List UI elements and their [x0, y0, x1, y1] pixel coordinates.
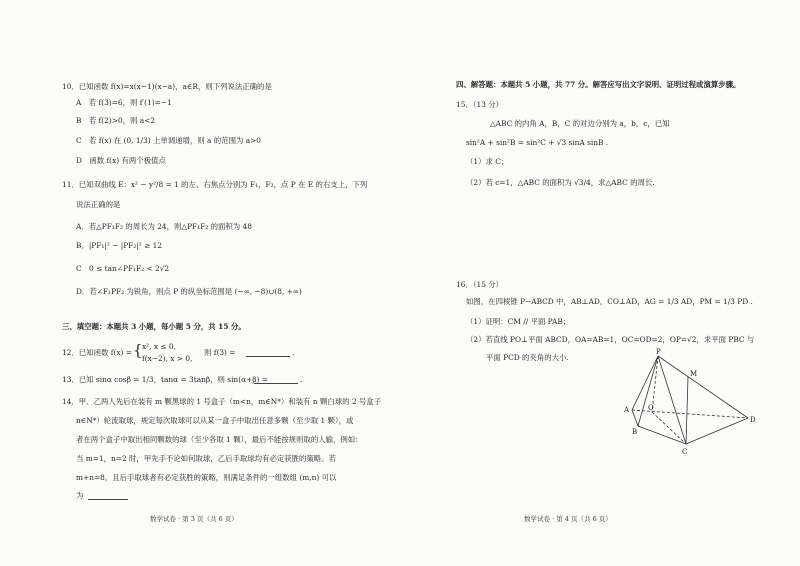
q11-stem: 11．已知双曲线 E：x² − y²/8 = 1 的左、右焦点分别为 F₁，F₂，点 P 在 E 的右支上，下列	[62, 180, 368, 189]
q16-line-1: 如图，在四棱锥 P−ABCD 中，AB⊥AD，CO⊥AD，AG = 1/3 AD，PM = 1/3 PD .	[466, 297, 753, 306]
page-4-footer: 数学试卷 · 第 4 页（共 6 页）	[524, 515, 612, 523]
q10-stem: 10．已知函数 f(x)=x(x−1)(x−a)，a∈R，则下列说法正确的是	[62, 82, 272, 91]
q14-line: m+n=8，且后手取球者有必定获胜的策略，则满足条件的一组数组 (m,n) 可以	[76, 473, 337, 482]
q15-part-1: （1）求 C；	[466, 157, 509, 166]
q12-answer-blank[interactable]	[246, 349, 290, 357]
page-3-footer: 数学试卷 · 第 3 页（共 6 页）	[150, 515, 238, 523]
q15-line-1: △ABC 的内角 A，B，C 的对边分别为 a，b，c，已知	[490, 119, 670, 128]
q14-answer-blank[interactable]	[88, 492, 128, 500]
q14-line: 当 m=1，n=2 时，甲先手不论如何取球，乙后手取球均有必定获胜的策略。若	[76, 454, 336, 463]
q10-option-b: B 若 f(2)>0，则 a<2	[76, 116, 156, 125]
q14-line: 为	[76, 491, 84, 500]
q15-part-2: （2）若 c=1，△ABC 的面积为 √3/4，求△ABC 的周长.	[466, 178, 655, 187]
q15-line-2: sin²A + sin²B = sin²C + √3 sinA sinB .	[466, 138, 609, 147]
q12-case-1: x², x ≤ 0,	[142, 342, 176, 351]
q16-part-2: （2）若直线 PO⊥平面 ABCD，OA=AB=1，OC=OD=2，OP=√2，求平面 PBC 与	[466, 335, 755, 344]
section-4-heading: 四、解答题：本题共 5 小题，共 77 分。解答应写出文字说明、证明过程或演算步骤。	[456, 80, 741, 89]
q16-number: 16．（15 分）	[456, 280, 504, 289]
brace-icon: {	[133, 341, 143, 359]
q13-answer-blank[interactable]	[254, 376, 298, 384]
q12-case-2: f(x−2), x > 0,	[142, 354, 193, 363]
q10-option-a: A 若 f(3)=6，则 f′(1)=−1	[76, 98, 172, 107]
q16-part-1: （1）证明：CM // 平面 PAB；	[466, 317, 571, 326]
label-M: M	[690, 370, 698, 378]
q11-option-b: B．|PF₁|² − |PF₂|² ≥ 12	[76, 241, 163, 250]
label-C: C	[682, 448, 688, 456]
q11-stem-cont: 说法正确的是	[76, 200, 121, 209]
q14-line: n∈N*）轮流取球，规定每次取球可以从某一盒子中取出任意多颗（至少取 1 颗），或	[76, 416, 354, 425]
pyramid-figure	[590, 346, 770, 458]
q11-option-a: A．若△PF₁F₂ 的周长为 24，则△PF₁F₂ 的面积为 48	[76, 222, 252, 231]
q14-line: 14．甲、乙两人先后在装有 m 颗黑球的 1 号盒子（m<n，m∈N*）和装有 n 颗白球的 2 号盒子	[62, 397, 382, 406]
q12-end: .	[292, 348, 295, 357]
q12-lead: 12．已知函数 f(x) =	[62, 348, 132, 357]
q14-line: 者在两个盒子中取出相同颗数的球（至少各取 1 颗），最后不能按规则取的人输，例如：	[76, 435, 363, 444]
label-P: P	[656, 348, 661, 356]
label-D: D	[750, 416, 756, 424]
page-4	[410, 0, 800, 566]
label-B: B	[632, 428, 638, 436]
q16-part-3: 平面 PCD 的夹角的大小.	[486, 353, 569, 362]
q15-number: 15．（13 分）	[456, 100, 504, 109]
q12-tail: 则 f(3) =	[204, 348, 236, 357]
q13-end: .	[300, 375, 303, 384]
q11-option-c: C 0 ≤ tan∠PF₁F₂ < 2√2	[76, 264, 170, 273]
label-A: A	[624, 406, 630, 414]
q10-option-d: D 函数 f(x) 有两个极值点	[76, 156, 166, 165]
section-3-heading: 三、填空题：本题共 3 小题，每小题 5 分，共 15 分。	[62, 322, 246, 331]
q13-text: 13．已知 sinα cosβ = 1/3，tanα = 3tanβ，则 sin(α+β) =	[62, 375, 268, 384]
q11-option-d: D．若∠F₁PF₂ 为锐角，则点 P 的纵坐标范围是 (−∞, −8)∪(8, +∞)	[76, 287, 302, 296]
label-O: O	[648, 404, 654, 412]
q10-option-c: C 若 f(x) 在 (0, 1/3) 上单调递增，则 a 的范围为 a>0	[76, 136, 262, 145]
